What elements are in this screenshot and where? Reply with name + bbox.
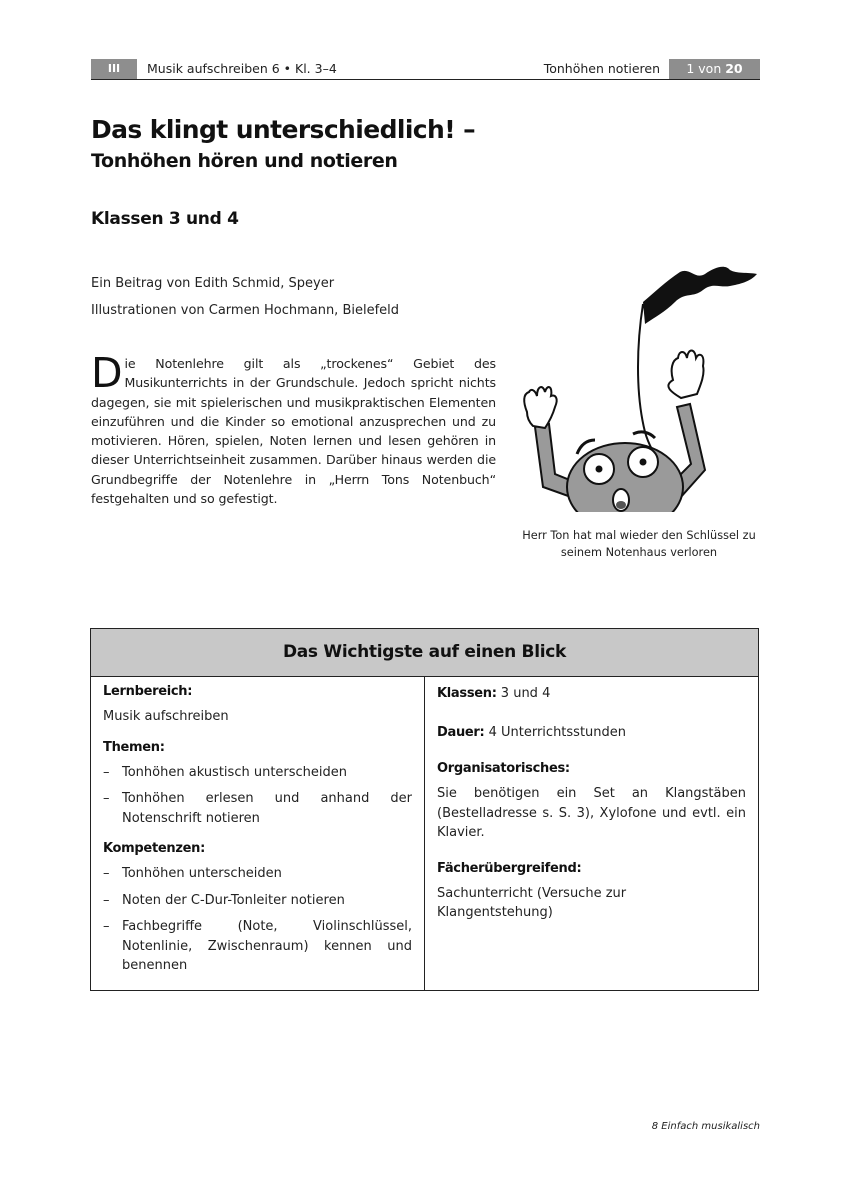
caption-line-2: seinem Notenhaus verloren [560,546,718,559]
page-header [91,59,760,80]
klassen-value: 3 und 4 [500,686,551,701]
topic-title: Tonhöhen notieren [543,61,660,76]
dash-marker: – [103,919,110,934]
klassen-label: Klassen: [437,686,497,701]
dash-marker: – [103,866,110,881]
lernbereich-label: Lernbereich: [103,684,193,699]
list-item-text: Noten der C-Dur-Tonleiter notieren [122,892,345,908]
organisatorisches-label: Organisatorisches: [437,761,570,776]
author-credit: Ein Beitrag von Edith Schmid, Speyer [91,276,335,291]
themen-label: Themen: [103,739,165,755]
organisatorisches-value: Sie benötigen ein Set an Klangstäben (Bestelladresse s. S. 3), Xylofone und evtl. ein Klavier. [437,786,746,840]
music-note-character-icon [515,262,765,512]
list-item-text: Fachbegriffe (Note, Violinschlüssel, Notenlinie, Zwischenraum) kennen und benennen [122,919,412,973]
page-indicator [669,59,760,79]
illustrator-credit: Illustrationen von Carmen Hochmann, Bielefeld [91,303,400,318]
list-item-text: Tonhöhen erlesen und anhand der Notenschrift notieren [122,791,412,826]
list-item [103,917,412,976]
themen-list [103,763,412,829]
klassen-row [437,684,746,704]
dash-marker: – [103,892,110,908]
dash-marker: – [103,791,110,806]
caption-line-1: Herr Ton hat mal wieder den Schlüssel zu [522,529,756,542]
page-total: 20 [725,61,743,76]
list-item [103,891,412,911]
faecher-label: Fächerübergreifend: [437,860,582,876]
list-item-text: Tonhöhen unterscheiden [122,866,282,881]
faecher-value: Sachunterricht (Versuche zur Klangentstehung) [437,885,627,920]
page-separator: von [698,61,722,76]
overview-left-column [91,676,425,990]
dauer-label: Dauer: [437,724,485,740]
overview-right-column [425,676,758,990]
overview-heading: Das Wichtigste auf einen Blick [91,629,758,677]
overview-box [90,628,759,991]
kompetenzen-list [103,864,412,976]
page-subtitle: Tonhöhen hören und notieren [91,150,398,172]
lernbereich-value: Musik aufschreiben [103,709,229,724]
intro-text: ie Notenlehre gilt als „trockenes“ Gebiet des Musikunterrichts in der Grundschule. Jedoch spricht nichts dagegen, sie mit spielerischen und musikpraktischen Elementen einzuführen und die Kinder so emotional anzusprechen und zu motivieren. Hören, spielen, Noten lernen und lesen gehören in dieser Unterrichtseinheit zusammen. Darüber hinaus werden die Grundbegriffe der Notenlehre in „Herrn Tons Notenbuch“ festgehalten und so gefestigt. [91,356,496,507]
illustration-caption [510,527,768,561]
grade-heading: Klassen 3 und 4 [91,209,239,229]
list-item [103,864,412,884]
intro-paragraph [91,349,496,508]
list-item [103,763,412,783]
dropcap: D [91,349,123,397]
dash-marker: – [103,764,110,780]
dauer-row [437,723,746,743]
section-number-badge: III [91,59,137,79]
list-item-text: Tonhöhen akustisch unterscheiden [122,764,348,780]
page-footer: 8 Einfach musikalisch [651,1121,760,1132]
page-current: 1 [686,61,695,76]
credits [91,270,399,324]
dauer-value: 4 Unterrichtsstunden [488,724,627,740]
series-title: Musik aufschreiben 6 • Kl. 3–4 [147,61,337,76]
list-item [103,789,412,828]
page-title: Das klingt unterschiedlich! – [91,115,476,144]
kompetenzen-label: Kompetenzen: [103,841,205,856]
